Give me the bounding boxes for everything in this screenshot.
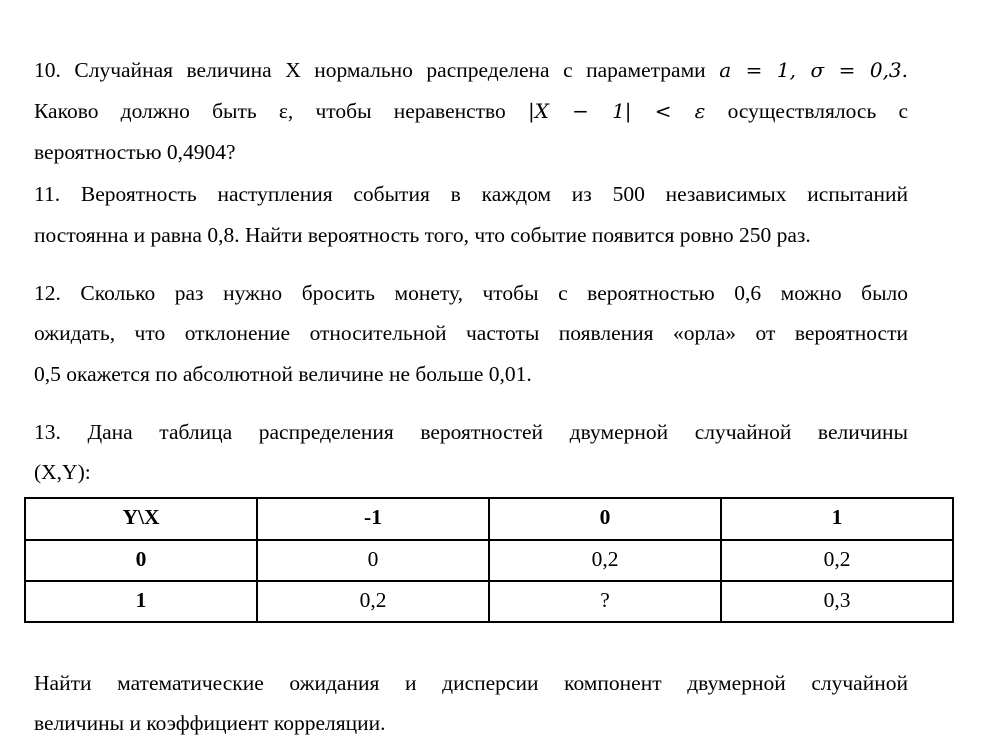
table-cell: 0,2 (489, 540, 721, 581)
table-cell: 0 (257, 540, 489, 581)
problem-13-line-1: 13. Дана таблица распределения вероятностей двумерной случайной величины (34, 420, 908, 444)
header-cell-x-minus-1: -1 (257, 498, 489, 540)
problem-13-task-line-2: величины и коэффициент корреляции. (34, 711, 386, 735)
problem-10-question-a: Каково должно быть (34, 99, 257, 123)
problem-12-line-2: ожидать, что отклонение относительной частоты появления «орла» от вероятности (34, 321, 908, 345)
table-row (25, 540, 953, 581)
problem-10-params: 𝑎 = 1, 𝜎 = 0,3. (719, 58, 909, 82)
problem-10-question-c: осуществлялось с (727, 99, 909, 123)
header-cell-yx: Y\X (25, 498, 257, 540)
problem-10-epsilon: ε, (278, 99, 294, 123)
row-header-y-0: 0 (25, 540, 257, 581)
problem-10-text: 10. Случайная величина X нормально распределена с параметрами (34, 58, 706, 82)
problem-10-line-3: вероятностью 0,4904? (34, 140, 236, 164)
table-row (25, 581, 953, 622)
problem-13-line-2: (X,Y): (34, 460, 91, 484)
table-header-row (25, 498, 953, 540)
header-cell-x-0: 0 (489, 498, 721, 540)
table-cell: 0,2 (721, 540, 953, 581)
problem-11-line-2: постоянна и равна 0,8. Найти вероятность того, что событие появится ровно 250 раз. (34, 223, 811, 247)
distribution-table (24, 497, 954, 623)
table-cell: 0,2 (257, 581, 489, 622)
problem-10-line-2 (34, 97, 908, 125)
problem-13-task-line-1: Найти математические ожидания и дисперсии компонент двумерной случайной (34, 671, 908, 695)
problem-10-inequality: |𝑋 − 1| < 𝜀 (528, 99, 706, 123)
table-cell: ? (489, 581, 721, 622)
problem-12-line-3: 0,5 окажется по абсолютной величине не больше 0,01. (34, 362, 532, 386)
row-header-y-1: 1 (25, 581, 257, 622)
problem-10-line-1 (34, 56, 908, 84)
problem-10-question-b: чтобы неравенство (315, 99, 506, 123)
problem-12-line-1: 12. Сколько раз нужно бросить монету, чтобы с вероятностью 0,6 можно было (34, 281, 908, 305)
table-cell: 0,3 (721, 581, 953, 622)
header-cell-x-1: 1 (721, 498, 953, 540)
problem-11-line-1: 11. Вероятность наступления события в каждом из 500 независимых испытаний (34, 182, 908, 206)
